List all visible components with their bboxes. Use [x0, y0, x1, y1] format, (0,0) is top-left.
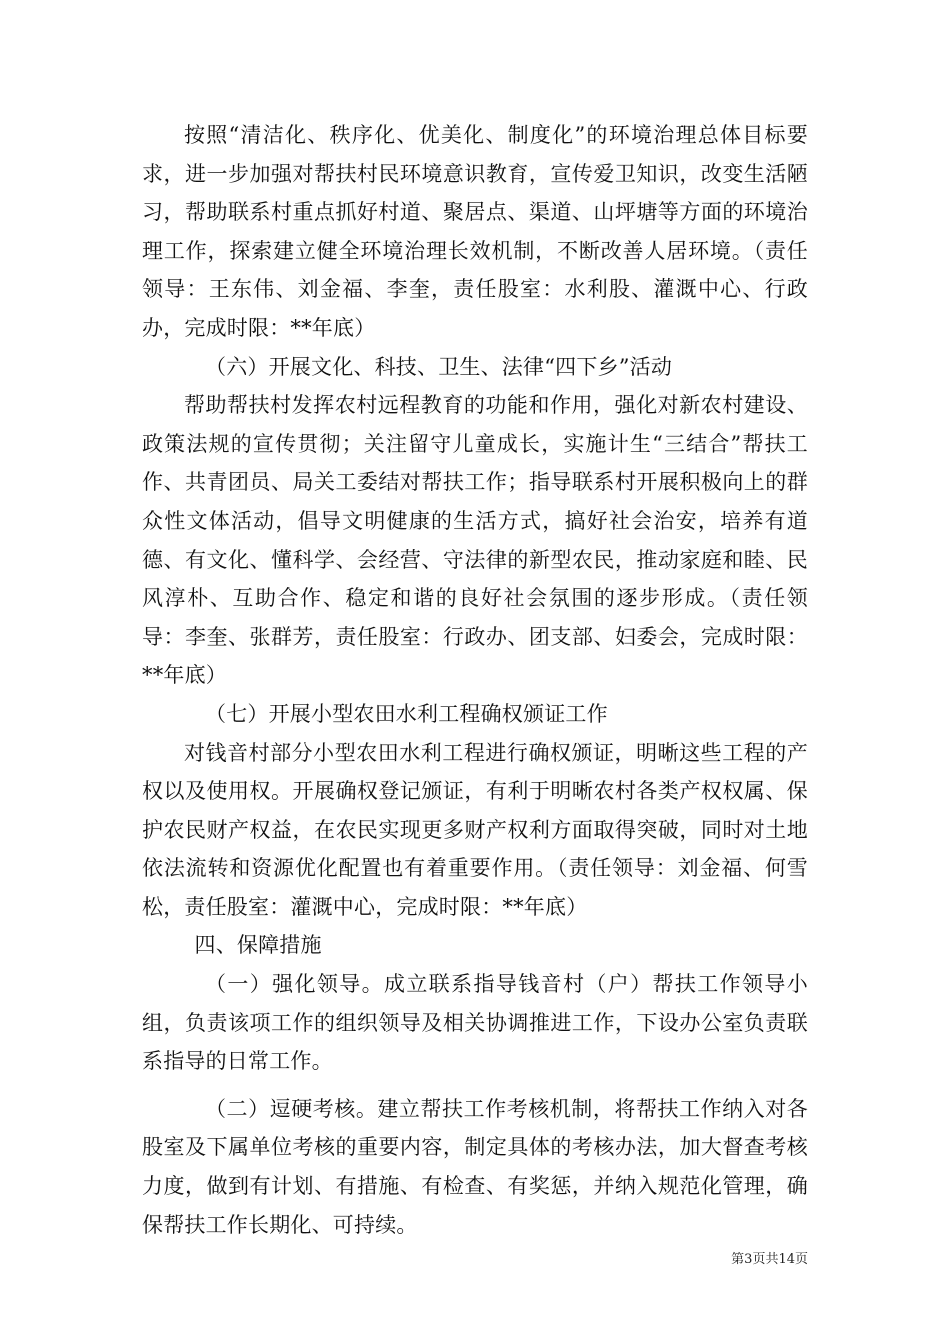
- page-number: 第3页共14页: [731, 1252, 808, 1267]
- document-body: [142, 116, 808, 1244]
- paragraph-leadership: （一）强化领导。成立联系指导钱音村（户）帮扶工作领导小组，负责该项工作的组织领导及相关协调推进工作，下设办公室负责联系指导的日常工作。: [142, 972, 808, 1074]
- paragraph-environment: 按照“清洁化、秩序化、优美化、制度化”的环境治理总体目标要求，进一步加强对帮扶村民环境意识教育，宣传爱卫知识，改变生活陋习，帮助联系村重点抓好村道、聚居点、渠道、山坪塘等方面的环境治理工作，探索建立健全环境治理长效机制，不断改善人居环境。（责任领导：王东伟、刘金福、李奎，责任股室：水利股、灌溉中心、行政办，完成时限：**年底）: [142, 123, 808, 340]
- paragraph-assessment: （二）逗硬考核。建立帮扶工作考核机制，将帮扶工作纳入对各股室及下属单位考核的重要内容，制定具体的考核办法，加大督查考核力度，做到有计划、有措施、有检查、有奖惩，并纳入规范化管理，确保帮扶工作长期化、可持续。: [142, 1096, 808, 1237]
- heading-section-7: （七）开展小型农田水利工程确权颁证工作: [205, 701, 608, 726]
- paragraph-water-rights: 对钱音村部分小型农田水利工程进行确权颁证，明晰这些工程的产权以及使用权。开展确权登记颁证，有利于明晰农村各类产权权属、保护农民财产权益，在农民实现更多财产权利方面取得突破，同时对土地依法流转和资源优化配置也有着重要作用。（责任领导：刘金福、何雪松，责任股室：灌溉中心，完成时限：**年底）: [142, 740, 808, 919]
- heading-section-4: 四、保障措施: [194, 933, 322, 958]
- paragraph-culture: 帮助帮扶村发挥农村远程教育的功能和作用，强化对新农村建设、政策法规的宣传贯彻；关注留守儿童成长，实施计生“三结合”帮扶工作、共青团员、局关工委结对帮扶工作；指导联系村开展积极向上的群众性文体活动，倡导文明健康的生活方式，搞好社会治安，培养有道德、有文化、懂科学、会经营、守法律的新型农民，推动家庭和睦、民风淳朴、互助合作、稳定和谐的良好社会氛围的逐步形成。（责任领导：李奎、张群芳，责任股室：行政办、团支部、妇委会，完成时限：**年底）: [142, 393, 808, 688]
- heading-section-6: （六）开展文化、科技、卫生、法律“四下乡”活动: [205, 354, 673, 379]
